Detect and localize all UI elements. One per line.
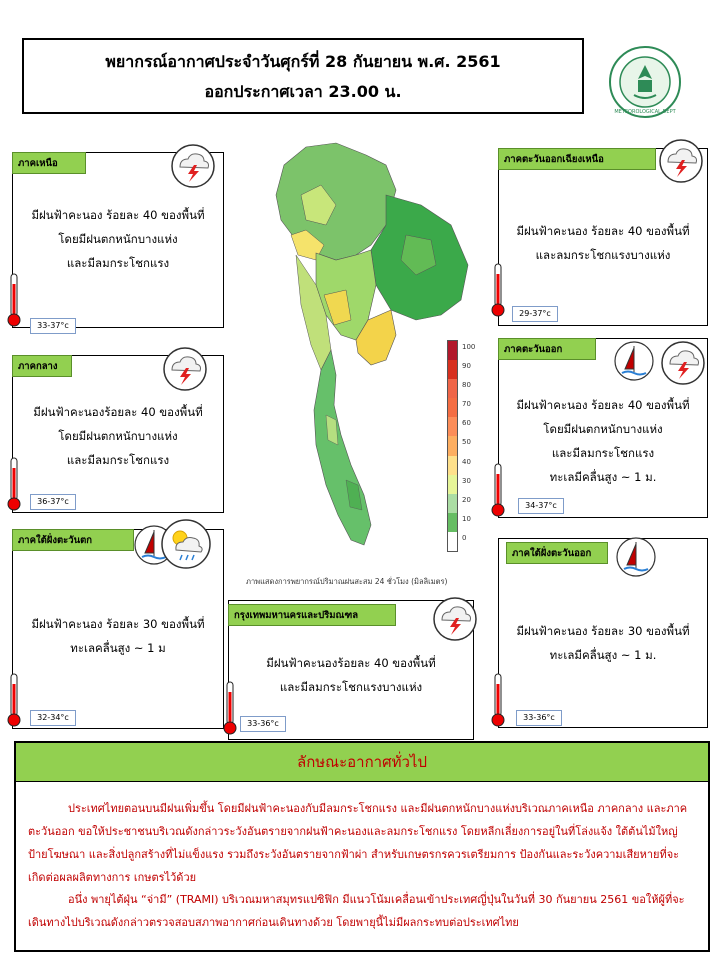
forecast-line: มีฝนฟ้าคะนอง ร้อยละ 40 ของพื้นที่ [516,398,690,412]
region-central-temp: 36-37°c [30,494,76,510]
thermometer-icon [6,272,22,328]
map-caption: ภาพแสดงการพยากรณ์ปริมาณฝนสะสม 24 ชั่วโมง (มิลลิเมตร) [246,577,448,586]
thermometer-icon [490,462,506,518]
thermometer-icon [490,262,506,318]
thunderstorm-icon [170,143,216,189]
forecast-line: มีฝนฟ้าคะนอง ร้อยละ 30 ของพื้นที่ [516,624,690,638]
forecast-line: มีฝนฟ้าคะนองร้อยละ 40 ของพื้นที่ [33,405,203,419]
legend-swatch [448,513,457,533]
rainfall-legend-bar [447,340,458,552]
region-bangkok-text [229,651,473,699]
forecast-line: มีฝนฟ้าคะนอง ร้อยละ 40 ของพื้นที่ [31,208,205,222]
thermometer-icon [6,672,22,728]
region-central-tag: ภาคกลาง [12,355,72,377]
region-north-temp: 33-37°c [30,318,76,334]
legend-swatch [448,456,457,476]
region-south-west-text [13,612,223,660]
legend-label: 0 [462,533,467,542]
legend-label: 40 [462,457,471,466]
thermometer-icon [222,680,238,736]
thunderstorm-icon [162,346,208,392]
forecast-line: ทะเลมีคลื่นสูง ~ 1 ม. [549,470,657,484]
legend-label: 100 [462,343,476,351]
region-north-tag: ภาคเหนือ [12,152,86,174]
legend-swatch [448,379,457,399]
legend-swatch [448,532,457,552]
issue-time: ออกประกาศเวลา 23.00 น. [204,82,402,101]
legend-swatch [448,341,457,361]
region-north-text [13,203,223,275]
sailboat-icon [616,534,656,580]
svg-text:METEOROLOGICAL DEPT: METEOROLOGICAL DEPT [614,109,676,115]
forecast-line: และลมกระโชกแรงบางแห่ง [535,248,671,262]
legend-label: 90 [462,362,471,371]
region-south-west-temp: 32-34°c [30,710,76,726]
forecast-line: โดยมีฝนตกหนักบางแห่ง [58,232,178,246]
legend-swatch [448,417,457,437]
forecast-line: ทะเลมีคลื่นสูง ~ 1 ม. [549,648,657,662]
rainfall-map [246,135,476,565]
forecast-line: และมีลมกระโชกแรง [66,256,170,270]
region-northeast-text [499,219,707,267]
legend-label: 30 [462,476,471,485]
forecast-title: พยากรณ์อากาศประจำวันศุกร์ที่ 28 กันยายน พ.ศ. 2561 [105,52,501,71]
summary-title: ลักษณะอากาศทั่วไป [16,743,708,782]
legend-swatch [448,360,457,380]
legend-label: 10 [462,514,471,523]
legend-swatch [448,494,457,514]
forecast-line: ทะเลคลื่นสูง ~ 1 ม [70,641,166,655]
thermometer-icon [490,672,506,728]
region-south-east-text [499,619,707,667]
thunderstorm-icon [660,340,706,386]
legend-label: 20 [462,495,471,504]
region-south-east-tag: ภาคใต้ฝั่งตะวันออก [506,542,608,564]
region-east-temp: 34-37°c [518,498,564,514]
legend-label: 80 [462,381,471,390]
legend-label: 50 [462,438,471,447]
forecast-line: โดยมีฝนตกหนักบางแห่ง [543,422,663,436]
region-east-tag: ภาคตะวันออก [498,338,596,360]
forecast-header [22,38,584,114]
region-east-text [499,393,707,489]
forecast-line: มีฝนฟ้าคะนอง ร้อยละ 40 ของพื้นที่ [516,224,690,238]
region-northeast-tag: ภาคตะวันออกเฉียงเหนือ [498,148,656,170]
legend-swatch [448,398,457,418]
legend-swatch [448,436,457,456]
summary-paragraph-2: อนึ่ง พายุไต้ฝุ่น “จ่ามี” (TRAMI) บริเวณมหาสมุทรแปซิฟิก มีแนวโน้มเคลื่อนเข้าประเทศญี่ปุ่นในวันที่ 30 กันยายน 2561 ขอให้ผู้ที่จะเดินทางไปบริเวณดังกล่าวตรวจสอบสภาพอากาศก่อนเดินทางด้วย โดยพายุนี้ไม่มีผลกระทบต่อประเทศไทย [28,893,685,929]
forecast-line: และมีลมกระโชกแรงบางแห่ง [279,680,423,694]
forecast-line: และมีลมกระโชกแรง [66,453,170,467]
legend-label: 70 [462,400,471,409]
thunderstorm-icon [658,138,704,184]
thunderstorm-icon [432,596,478,642]
forecast-line: และมีลมกระโชกแรง [551,446,655,460]
thermometer-icon [6,456,22,512]
region-northeast-temp: 29-37°c [512,306,558,322]
meteorological-department-seal-icon [608,45,682,119]
legend-swatch [448,475,457,495]
region-south-east-panel [498,538,708,728]
region-central-text [13,400,223,472]
region-south-west-tag: ภาคใต้ฝั่งตะวันตก [12,529,134,551]
summary-paragraph-1: ประเทศไทยตอนบนมีฝนเพิ่มขึ้น โดยมีฝนฟ้าคะนองกับมีลมกระโชกแรง และมีฝนตกหนักบางแห่งบริเวณภาคเหนือ ภาคกลาง และภาคตะวันออก ขอให้ประชาชนบริเวณดังกล่าวระวังอันตรายจากฝนฟ้าคะนองและลมกระโชกแรง โดยหลีกเลี่ยงการอยู่ในที่โล่งแจ้ง ใต้ต้นไม้ใหญ่ ป้ายโฆษณา และสิ่งปลูกสร้างที่ไม่แข็งแรง รวมถึงระวังอันตรายจากฟ้าผ่า สำหรับเกษตรกรควรเตรียมการ ป้องกันและระวังความเสียหายที่จะเกิดต่อผลผลิตทางการ เกษตรไว้ด้วย [28,802,688,884]
region-bangkok-temp: 33-36°c [240,716,286,732]
general-weather-summary [14,741,710,952]
sun-cloud-rain-icon [160,518,212,570]
forecast-line: มีฝนฟ้าคะนองร้อยละ 40 ของพื้นที่ [266,656,436,670]
region-south-east-temp: 33-36°c [516,710,562,726]
forecast-line: โดยมีฝนตกหนักบางแห่ง [58,429,178,443]
region-bangkok-tag: กรุงเทพมหานครและปริมณฑล [228,604,396,626]
forecast-line: มีฝนฟ้าคะนอง ร้อยละ 30 ของพื้นที่ [31,617,205,631]
legend-label: 60 [462,419,471,428]
sailboat-icon [614,338,654,384]
